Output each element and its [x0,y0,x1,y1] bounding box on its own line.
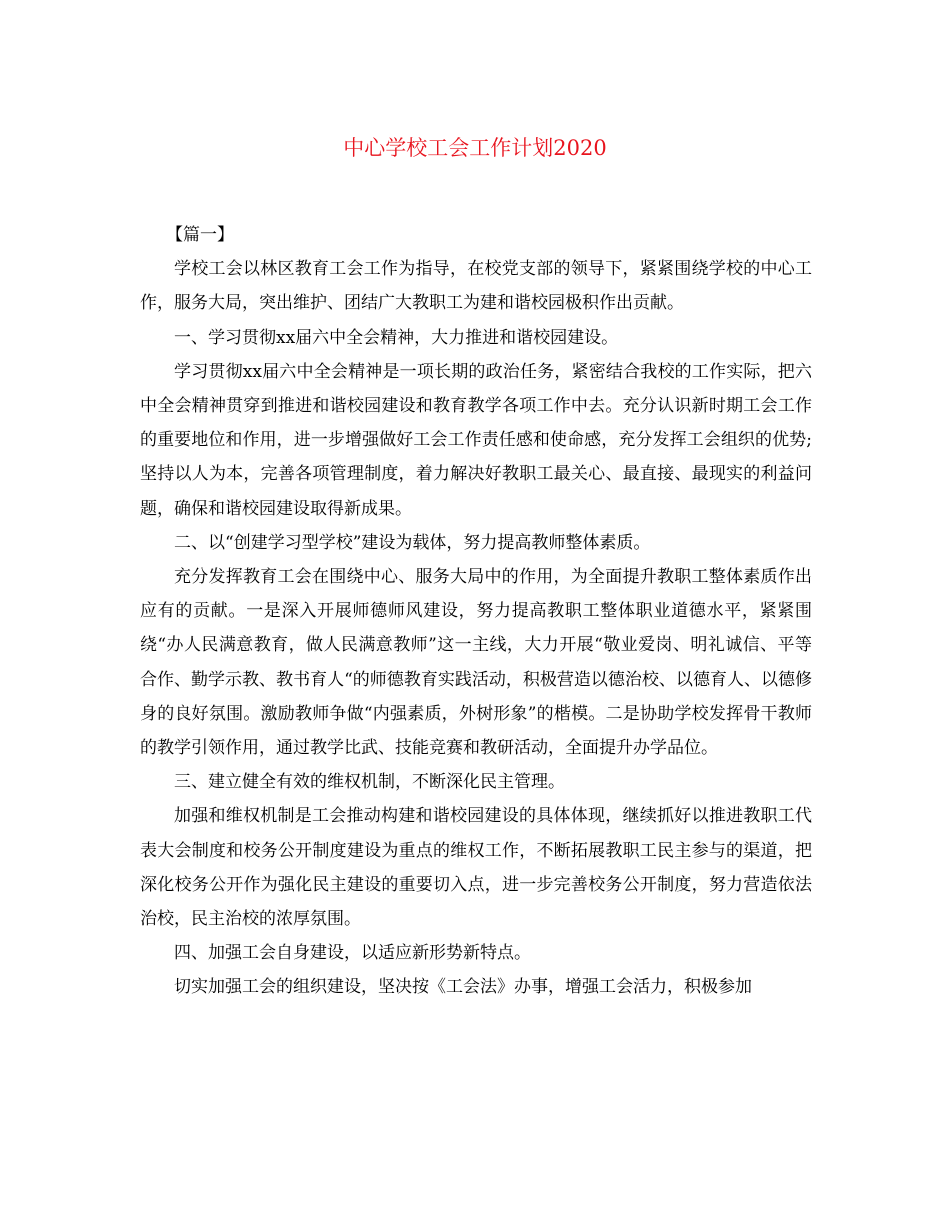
document-body [140,218,812,1005]
section-body-1: 学习贯彻xx届六中全会精神是一项长期的政治任务，紧密结合我校的工作实际，把六中全会精神贯穿到推进和谐校园建设和教育教学各项工作中去。充分认识新时期工会工作的重要地位和作用，进一步增强做好工会工作责任感和使命感，充分发挥工会组织的优势;坚持以人为本，完善各项管理制度，着力解决好教职工最关心、最直接、最现实的利益问题，确保和谐校园建设取得新成果。 [140,361,812,519]
section-tag: 【篇一】 [166,225,234,245]
section-heading-2: 二、以“创建学习型学校”建设为载体，努力提高教师整体素质。 [174,532,651,553]
section-body-4: 切实加强工会的组织建设，坚决按《工会法》办事，增强工会活力，积极参加 [174,977,752,998]
section-heading-4: 四、加强工会自身建设，以适应新形势新特点。 [174,943,531,964]
document-title: 中心学校工会工作计划2020 [343,136,607,160]
section-body-3: 加强和维权机制是工会推动构建和谐校园建设的具体体现，继续抓好以推进教职工代表大会制度和校务公开制度建设为重点的维权工作，不断拓展教职工民主参与的渠道，把深化校务公开作为强化民主建设的重要切入点，进一步完善校务公开制度，努力营造依法治校，民主治校的浓厚氛围。 [140,806,812,930]
section-body-2: 充分发挥教育工会在围绕中心、服务大局中的作用，为全面提升教职工整体素质作出应有的贡献。一是深入开展师德师风建设，努力提高教职工整体职业道德水平，紧紧围绕“办人民满意教育，做人民满意教师”这一主线，大力开展“敬业爱岗、明礼诚信、平等合作、勤学示教、教书育人“的师德教育实践活动，积极营造以德治校、以德育人、以德修身的良好氛围。激励教师争做“内强素质，外树形象”的楷模。二是协助学校发挥骨干教师的教学引领作用，通过教学比武、技能竞赛和教研活动，全面提升办学品位。 [140,567,812,759]
section-heading-3: 三、建立健全有效的维权机制，不断深化民主管理。 [174,772,565,793]
section-heading-1: 一、学习贯彻xx届六中全会精神，大力推进和谐校园建设。 [174,327,619,348]
intro-paragraph: 学校工会以林区教育工会工作为指导，在校党支部的领导下，紧紧围绕学校的中心工作，服务大局，突出维护、团结广大教职工为建和谐校园极积作出贡献。 [140,259,812,314]
